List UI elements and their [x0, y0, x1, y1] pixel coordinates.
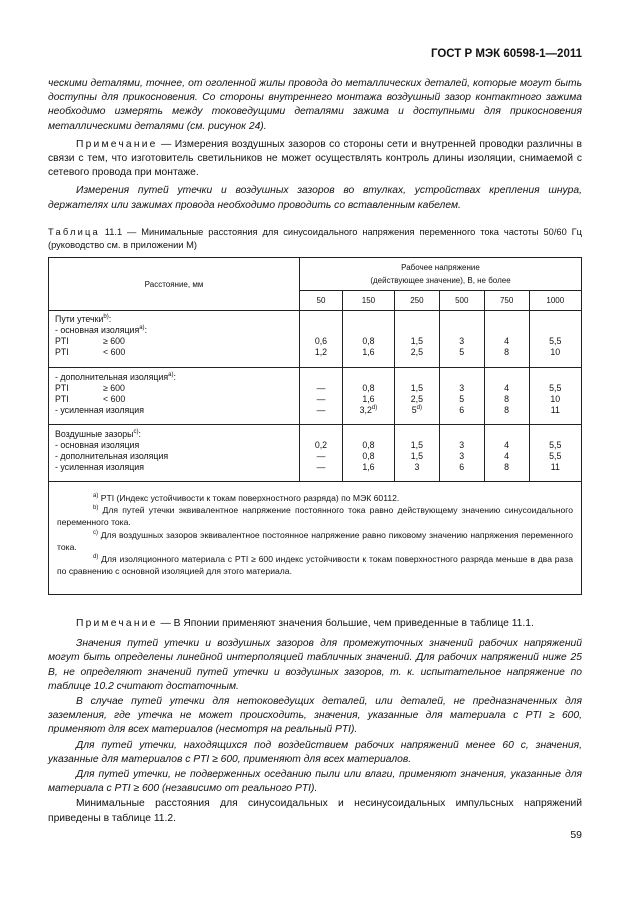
table-cell: 5,5 10	[529, 311, 581, 368]
table-caption-text: 11.1 — Минимальные расстояния для синусоидального напряжения переменного тока частоты 50/60 Гц (руководство см. в приложении М)	[48, 227, 582, 250]
table-cell: — — —	[300, 368, 343, 425]
page-number: 59	[570, 829, 582, 841]
header-voltage	[300, 258, 582, 291]
basic-insulation-label: - основная изоляция	[55, 440, 140, 450]
table-cell: 5,5 5,5 11	[529, 425, 581, 482]
paragraph: Значения путей утечки и воздушных зазоров для промежуточных значений рабочих напряжений могут быть определены линейной интерполяцией табличных значений. Для рабочих напряжений ниже 25 В, не определяют значений путей утечки и воздушных зазоров, т. к. испытательное напряжение по таблице 10.2 считают достаточным.	[48, 638, 582, 692]
note-label: Примечание	[76, 138, 158, 150]
table-cell: 5,5 10 11	[529, 368, 581, 425]
footnote-mark: a)	[168, 372, 174, 379]
table-cell: 0,8 0,8 1,6	[342, 425, 394, 482]
header-distance: Расстояние, мм	[49, 258, 300, 311]
footnote-a: $^{a)}$ PTI (Индекс устойчивости к токам поверхностного разряда) по МЭК 60112.	[93, 493, 400, 503]
table-cell: 1,5 1,5 3	[394, 425, 439, 482]
pti-value: ≥ 600	[103, 383, 125, 393]
paragraph: Для путей утечки, не подверженных оседанию пыли или влаги, применяют значения, указанные для материала с PTI ≥ 600 (независимо от реального PTI).	[48, 769, 582, 795]
voltage-750: 750	[484, 291, 529, 311]
note	[48, 138, 582, 181]
table-footnotes	[49, 482, 582, 595]
clearance-title: Воздушные зазоры	[55, 429, 134, 439]
header-voltage-line1: Рабочее напряжение	[401, 263, 480, 272]
table-cell: 4 4 8	[484, 425, 529, 482]
paragraph: Для путей утечки, находящихся под воздействием рабочих напряжений менее 60 с, значения, указанные для материалов с PTI ≥ 600, применяют для всех материалов.	[48, 739, 582, 765]
note-text: — Измерения воздушных зазоров со стороны сети и внутренней проводки различны в связи с тем, что изготовитель светильников не может осуществлять контроль длины изоляции, снимаемой с сетевого провода при монтаже.	[48, 138, 582, 179]
pti-value: < 600	[103, 347, 126, 357]
footnote-b: $^{b)}$ Для путей утечки эквивалентное напряжение постоянного тока равно действующему значению синусоидального переменного тока.	[57, 505, 573, 528]
paragraph: ческими деталями, точнее, от оголенной жилы провода до металлических деталей, которые могут быть доступны для прикосновения. Со стороны внутреннего монтажа воздушный зазор контактного зажима необходимо измерять между токоведущими деталями зажима и доступными для прикосновения металлическими деталями (см. рисунок 24).	[48, 78, 582, 132]
table-label: Таблица	[48, 227, 100, 237]
table-cell: 0,8 1,6	[342, 311, 394, 368]
supplementary-insulation-label: - дополнительная изоляция	[55, 372, 169, 382]
table-cell: 1,5 2,5	[394, 311, 439, 368]
footnote-mark: a)	[139, 325, 145, 332]
note	[48, 617, 582, 631]
footnote-c: $^{c)}$ Для воздушных зазоров эквивалентное постоянное напряжение равно пиковому значению напряжения переменного тока.	[57, 529, 573, 552]
voltage-150: 150	[342, 291, 394, 311]
note-text: — В Японии применяют значения большие, чем приведенные в таблице 11.1.	[157, 618, 534, 629]
pti-value: ≥ 600	[103, 336, 125, 346]
table-caption	[48, 226, 582, 252]
table-cell: 4 8 8	[484, 368, 529, 425]
table-cell: 0,6 1,2	[300, 311, 343, 368]
note-label: Примечание	[76, 618, 158, 629]
after-table-block	[48, 617, 582, 826]
voltage-250: 250	[394, 291, 439, 311]
pti-label: PTI	[55, 394, 69, 404]
distance-table	[48, 257, 582, 595]
supplementary-insulation-label: - дополнительная изоляция	[55, 451, 169, 461]
reinforced-insulation-label: - усиленная изоляция	[55, 462, 144, 472]
table-cell: 0,8 1,6 3,2$^{d)}$	[342, 368, 394, 425]
pti-label: PTI	[55, 347, 69, 357]
table-cell: 3 5	[439, 311, 484, 368]
footnote-d: $^{d)}$ Для изоляционного материала с PTI ≥ 600 индекс устойчивости к токам поверхностного разряда меньше в два раза по сравнению с основной изоляцией для этого материала.	[57, 554, 573, 577]
paragraph: Минимальные расстояния для синусоидальных и несинусоидальных импульсных напряжений приведены в таблице 11.2.	[48, 798, 582, 824]
voltage-500: 500	[439, 291, 484, 311]
footnote-mark: c)	[133, 429, 139, 436]
table-cell: 3 3 6	[439, 425, 484, 482]
creepage-title: Пути утечки	[55, 314, 104, 324]
pti-label: PTI	[55, 383, 69, 393]
table-cell: 4 8	[484, 311, 529, 368]
document-header: ГОСТ Р МЭК 60598-1—2011	[430, 48, 582, 60]
pti-value: < 600	[103, 394, 126, 404]
basic-insulation-label: - основная изоляция	[55, 325, 140, 335]
pti-label: PTI	[55, 336, 69, 346]
reinforced-insulation-label: - усиленная изоляция	[55, 405, 144, 415]
paragraph: В случае путей утечки для нетоковедущих деталей, или деталей, не предназначенных для заземления, где утечка не может происходить, значения, указанные для материала с PTI ≥ 600, применяют для всех материалов (несмотря на реальный PTI).	[48, 696, 582, 736]
paragraph: Измерения путей утечки и воздушных зазоров во втулках, устройствах крепления шнура, держателях или зажимах провода необходимо проводить со вставленным кабелем.	[48, 185, 582, 211]
intro-block	[48, 77, 582, 213]
row-label-creepage: Пути утечки$^{b)}$: - основная изоляция$^{a)}$: PTI ≥ 600 PTI < 600	[49, 311, 300, 368]
table-cell: 0,2 — —	[300, 425, 343, 482]
footnote-mark: b)	[103, 314, 109, 321]
header-voltage-line2: (действующее значение), В, не более	[370, 276, 511, 285]
table-cell: 1,5 2,5 5$^{d)}$	[394, 368, 439, 425]
row-label-supplementary: - дополнительная изоляция$^{a)}$: PTI ≥ 600 PTI < 600 - усиленная изоляция	[49, 368, 300, 425]
voltage-50: 50	[300, 291, 343, 311]
voltage-1000: 1000	[529, 291, 581, 311]
row-label-clearance: Воздушные зазоры$^{c)}$: - основная изоляция - дополнительная изоляция - усиленная изоляция	[49, 425, 300, 482]
table-cell: 3 5 6	[439, 368, 484, 425]
